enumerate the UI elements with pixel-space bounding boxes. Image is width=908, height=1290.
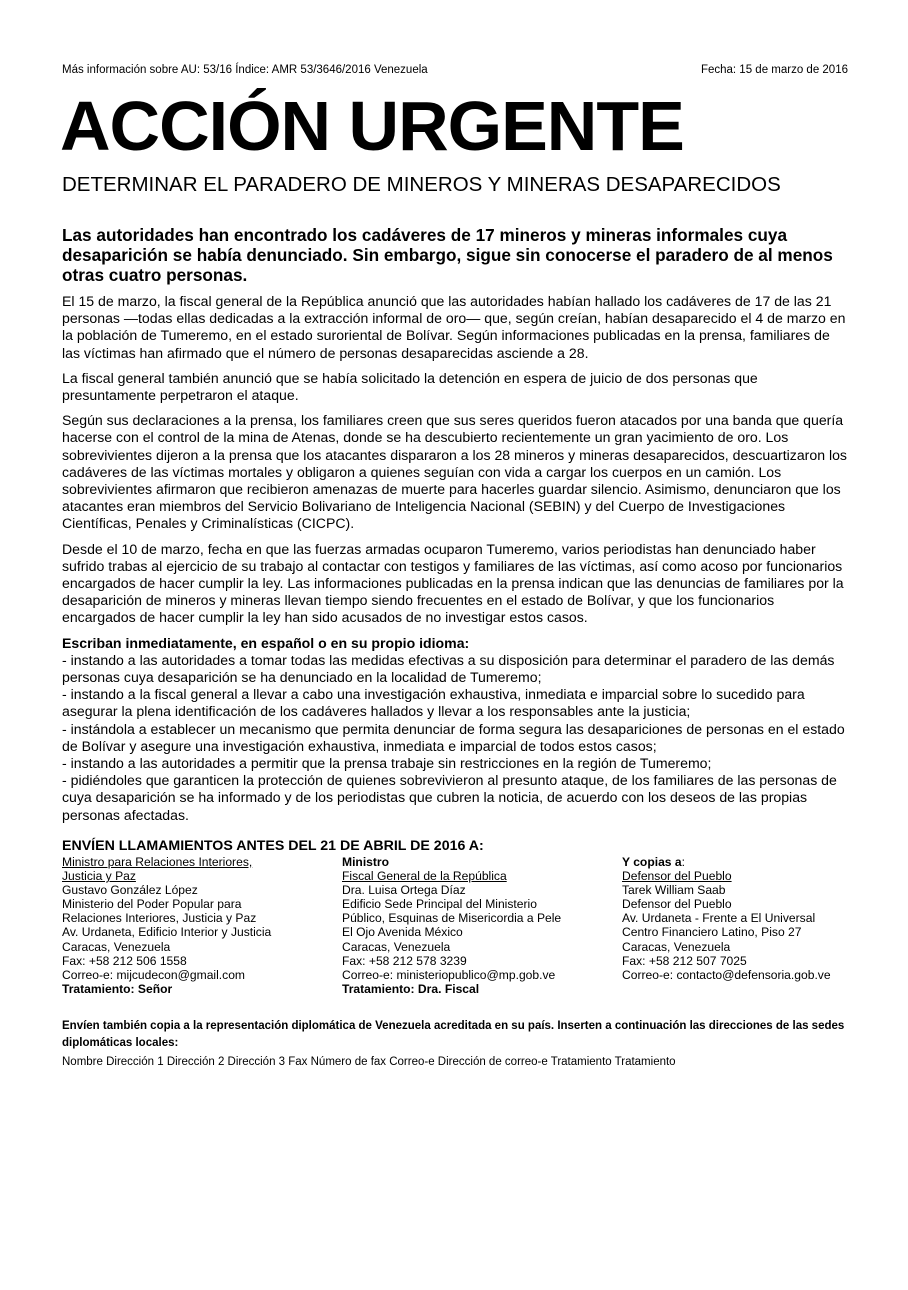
recipient-column	[62, 855, 322, 996]
recipient-title: Justicia y Paz	[62, 869, 136, 884]
diplomatic-copy-note: Envíen también copia a la representación diplomática de Venezuela acreditada en su país. Inserten a continuación las direcciones de las sedes diplomáticas locales:	[62, 1020, 845, 1049]
address-line: Edificio Sede Principal del Ministerio	[342, 897, 537, 912]
address-line: Av. Urdaneta, Edificio Interior y Justicia	[62, 925, 272, 940]
reference-info: Más información sobre AU: 53/16 Índice: AMR 53/3646/2016 Venezuela	[62, 64, 428, 76]
instructions-heading: Escriban inmediatamente, en español o en su propio idioma:	[62, 634, 470, 651]
address-line: Av. Urdaneta - Frente a El Universal	[622, 911, 816, 926]
instruction-item: - instando a las autoridades a tomar todas las medidas efectivas a su disposición para determinar el paradero de las demás personas cuya desaparición se ha denunciado en la localidad de Tumeremo;	[62, 651, 835, 686]
address-line: Dra. Luisa Ortega Díaz	[342, 883, 466, 898]
salutation: Tratamiento: Dra. Fiscal	[342, 981, 480, 996]
paragraph: El 15 de marzo, la fiscal general de la República anunció que las autoridades habían hallado los cadáveres de 17 de las 21 personas —todas ellas dedicadas a la extracción informal de oro— que, según creían, habían desaparecido el 4 de marzo en la población de Tumeremo, en el estado suroriental de Bolívar. Según informaciones publicadas en la prensa, familiares de las víctimas han afirmado que el número de personas desaparecidas asciende a 28.	[62, 293, 846, 361]
paragraph: Según sus declaraciones a la prensa, los familiares creen que sus seres queridos fueron atacados por una banda que quería hacerse con el control de la mina de Atenas, donde se ha descubierto recientemente un gran yacimiento de oro. Los sobrevivientes dijeron a la prensa que los atacantes dispararon a los 28 mineros y mineras desaparecidos, descuartizaron los cadáveres de las víctimas mortales y obligaron a quienes seguían con vida a cargar los cuerpos en un camión. Los sobrevivientes afirmaron que recibieron amenazas de muerte para hacerles guardar silencio. Asimismo, denunciaron que los atacantes eran miembros del Servicio Bolivariano de Inteligencia Nacional (SEBIN) y del Cuerpo de Investigaciones Científicas, Penales y Criminalísticas (CICPC).	[62, 412, 847, 532]
local-address-fields: Nombre Dirección 1 Dirección 2 Dirección 3 Fax Número de fax Correo-e Dirección de correo-e Tratamiento Tratamiento	[62, 1056, 676, 1068]
document-meta	[62, 64, 848, 80]
body-text	[62, 293, 848, 824]
document-date: Fecha: 15 de marzo de 2016	[700, 64, 848, 76]
fax-line: Fax: +58 212 578 3239	[342, 953, 467, 968]
address-line: Público, Esquinas de Misericordia a Pele	[342, 911, 562, 926]
recipient-label	[622, 855, 848, 869]
paragraph: La fiscal general también anunció que se había solicitado la detención en espera de juicio de dos personas que presuntamente perpetraron el ataque.	[62, 369, 758, 404]
fax-line: Fax: +58 212 507 7025	[622, 953, 747, 968]
send-appeals-heading: ENVÍEN LLAMAMIENTOS ANTES DEL 21 DE ABRIL DE 2016 A:	[62, 838, 484, 854]
copies-label: Y copias a	[622, 855, 682, 869]
page-title: ACCIÓN URGENTE	[60, 87, 684, 165]
instruction-item: - instando a la fiscal general a llevar a cabo una investigación exhaustiva, inmediata e imparcial sobre lo sucedido para asegurar la plena identificación de los cadáveres hallados y llevar a los responsables ante la justicia;	[62, 686, 805, 720]
paragraph: Desde el 10 de marzo, fecha en que las fuerzas armadas ocuparon Tumeremo, varios periodistas han denunciado haber sufrido trabas al ejercicio de su trabajo al contactar con testigos y familiares de las víctimas, así como acoso por funcionarios encargados de hacer cumplir la ley. Las informaciones publicadas en la prensa indican que las denuncias de familiares por la desaparición de mineros y mineras llevan tiempo siendo frecuentes en el estado de Bolívar, y que los funcionarios encargados de hacer cumplir la ley han sido acusados de no investigar estos casos.	[62, 540, 844, 626]
fax-line: Fax: +58 212 506 1558	[62, 953, 187, 968]
address-line: Relaciones Interiores, Justicia y Paz	[62, 911, 257, 926]
recipient-title: Defensor del Pueblo	[622, 869, 732, 884]
salutation: Tratamiento: Señor	[62, 981, 173, 996]
address-line: El Ojo Avenida México	[342, 925, 463, 940]
address-line: Ministerio del Poder Popular para	[62, 897, 242, 912]
instruction-item: - instando a las autoridades a permitir que la prensa trabaje sin restricciones en la región de Tumeremo;	[62, 755, 712, 772]
email-line: Correo-e: contacto@defensoria.gob.ve	[622, 967, 831, 982]
copies-label-colon: :	[681, 855, 685, 869]
email-line: Correo-e: ministeriopublico@mp.gob.ve	[342, 967, 556, 982]
recipient-title: Ministro para Relaciones Interiores,	[62, 855, 253, 869]
recipient-label: Ministro	[342, 855, 390, 869]
email-line: Correo-e: mijcudecon@gmail.com	[62, 967, 245, 982]
lede-summary: Las autoridades han encontrado los cadáveres de 17 mineros y mineras informales cuya desaparición se había denunciado. Sin embargo, sigue sin conocerse el paradero de al menos otras cuatro personas.	[62, 225, 833, 285]
address-line: Caracas, Venezuela	[62, 939, 171, 954]
address-line: Tarek William Saab	[622, 883, 726, 898]
action-subtitle: DETERMINAR EL PARADERO DE MINEROS Y MINERAS DESAPARECIDOS	[62, 173, 781, 196]
recipient-column	[342, 855, 602, 996]
address-line: Centro Financiero Latino, Piso 27	[622, 925, 802, 940]
address-line: Defensor del Pueblo	[622, 897, 732, 912]
address-line: Caracas, Venezuela	[622, 939, 731, 954]
instruction-item: - instándola a establecer un mecanismo que permita denunciar de forma segura las desapariciones de personas en el estado de Bolívar y asegure una investigación exhaustiva, inmediata e imparcial de todos estos casos;	[62, 720, 845, 754]
address-line: Gustavo González López	[62, 883, 198, 898]
recipient-title: Fiscal General de la República	[342, 869, 507, 884]
address-line: Caracas, Venezuela	[342, 939, 451, 954]
recipient-column	[622, 855, 848, 982]
instruction-item: - pidiéndoles que garanticen la protección de quienes sobrevivieron al presunto ataque, de los familiares de las personas de cuya desaparición se ha informado y de los periodistas que cubren la noticia, de acuerdo con los deseos de las propias personas afectadas.	[62, 772, 837, 823]
